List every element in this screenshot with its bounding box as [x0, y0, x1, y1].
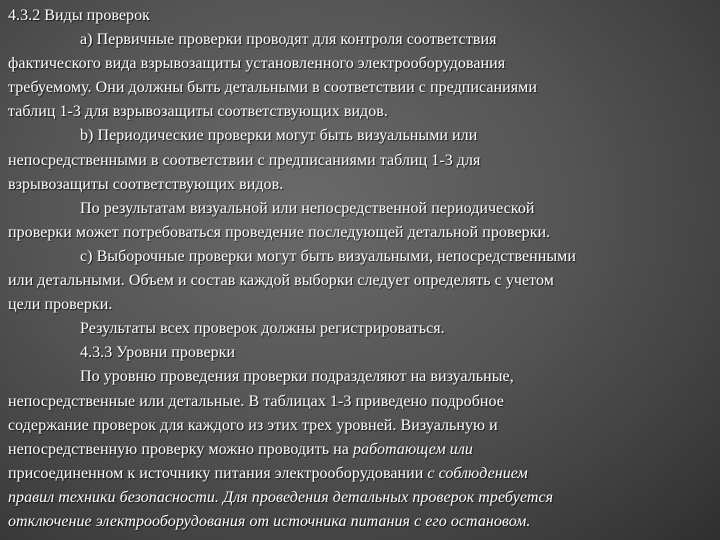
text-line	[8, 149, 712, 173]
text-segment: 4.3.3 Уровни проверки	[80, 344, 236, 362]
text-segment: цели проверки.	[8, 296, 113, 314]
text-line	[8, 28, 712, 52]
text-segment: непосредственными в соответствии с предписаниями таблиц 1-3 для	[8, 151, 481, 169]
text-line	[8, 4, 712, 28]
text-segment: непосредственную проверку можно проводить на	[8, 440, 353, 458]
text-segment: По уровню проведения проверки подразделяют на визуальные,	[80, 368, 514, 386]
text-segment: с) Выборочные проверки могут быть визуальными, непосредственными	[80, 247, 576, 265]
text-line	[8, 414, 712, 438]
text-segment: 4.3.2 Виды проверок	[8, 7, 150, 24]
text-line	[8, 486, 712, 510]
text-line	[8, 390, 712, 414]
document-text	[8, 4, 712, 534]
text-segment: фактического вида взрывозащиты установленного электрооборудования	[8, 55, 506, 73]
text-line	[8, 462, 712, 486]
text-line	[8, 317, 712, 341]
text-line	[8, 221, 712, 245]
text-line	[8, 173, 712, 197]
text-line	[8, 245, 712, 269]
text-line	[8, 341, 712, 365]
text-line	[8, 269, 712, 293]
text-segment: a) Первичные проверки проводят для контроля соответствия	[80, 31, 497, 49]
text-segment: или детальными. Объем и состав каждой выборки следует определять с учетом	[8, 272, 554, 290]
text-segment: взрывозащиты соответствующих видов.	[8, 175, 284, 193]
italic-text-segment: с соблюдением	[427, 464, 528, 482]
text-line	[8, 365, 712, 389]
text-segment: проверки может потребоваться проведение последующей детальной проверки.	[8, 223, 551, 241]
italic-text-segment: отключение электрооборудования от источника питания с его остановом.	[8, 512, 531, 530]
text-line	[8, 124, 712, 148]
text-segment: непосредственные или детальные. В таблицах 1-3 приведено подробное	[8, 392, 504, 410]
italic-text-segment: правил техники безопасности. Для проведения детальных проверок требуется	[8, 488, 554, 506]
text-segment: Результаты всех проверок должны регистрироваться.	[80, 320, 445, 338]
text-line	[8, 293, 712, 317]
text-segment: содержание проверок для каждого из этих трех уровней. Визуальную и	[8, 416, 498, 434]
text-segment: b) Периодические проверки могут быть визуальными или	[80, 127, 478, 145]
text-segment: требуемому. Они должны быть детальными в соответствии с предписаниями	[8, 79, 537, 97]
text-line	[8, 510, 712, 534]
text-line	[8, 100, 712, 124]
text-segment: присоединенном к источнику питания электрооборудовании	[8, 464, 428, 482]
text-line	[8, 438, 712, 462]
text-line	[8, 52, 712, 76]
italic-text-segment: работающем или	[352, 440, 473, 458]
text-segment: По результатам визуальной или непосредственной периодической	[80, 199, 535, 217]
text-line	[8, 197, 712, 221]
text-line	[8, 76, 712, 100]
text-segment: таблиц 1-3 для взрывозащиты соответствующих видов.	[8, 103, 388, 121]
